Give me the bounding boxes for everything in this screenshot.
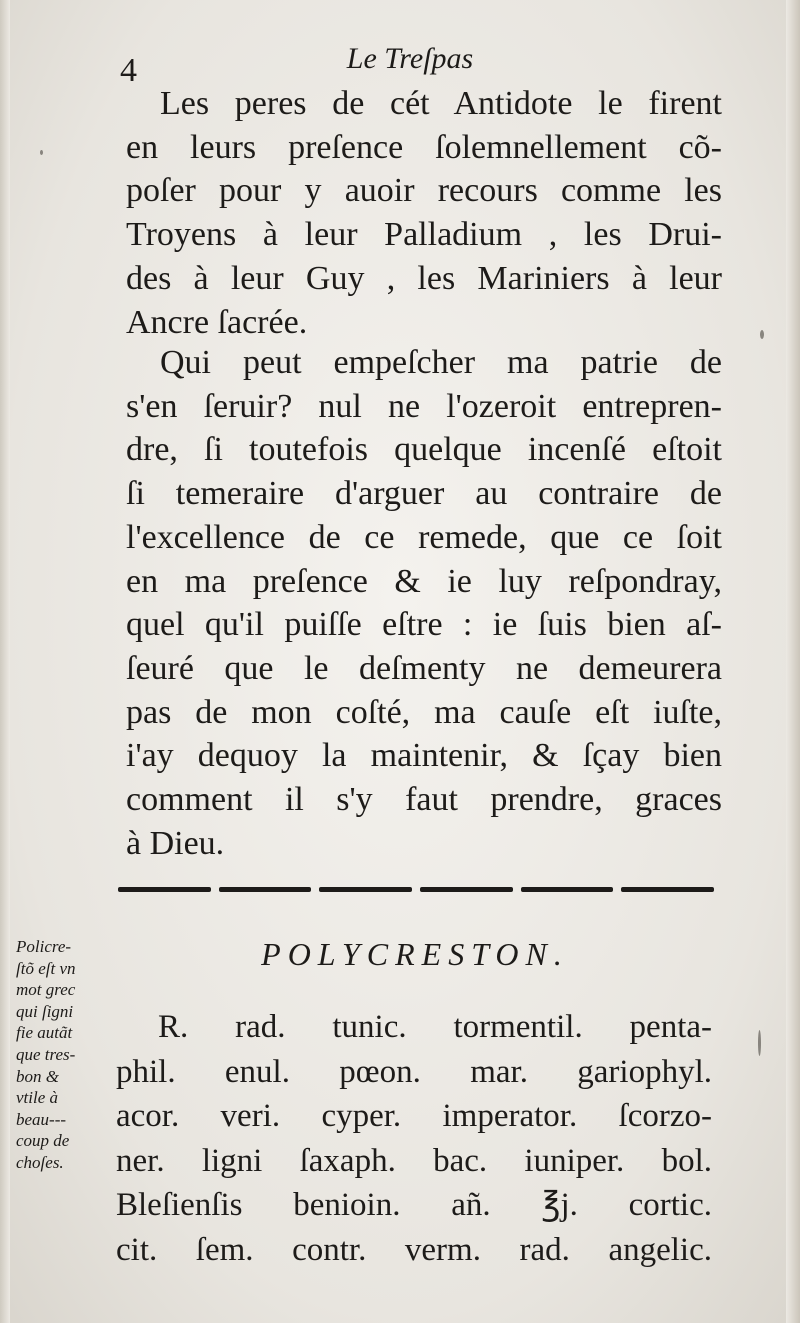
- page-right-edge: [786, 0, 800, 1323]
- text-line: en leurs preſence ſolemnellement cõ-: [126, 128, 722, 166]
- text-line: quel qu'il puiſſe eſtre : ie ſuis bien aſ-: [126, 606, 722, 644]
- ink-speck: [760, 330, 764, 339]
- recipe-line: R. rad. tunic. tormentil. penta-: [158, 1009, 712, 1045]
- text-line: à Dieu.: [126, 824, 225, 862]
- text-line: i'ay dequoy la maintenir, & ſçay bien: [126, 737, 722, 775]
- section-divider-rule: [118, 887, 714, 892]
- margin-note-line: bon &: [16, 1066, 59, 1086]
- recipe-line: acor. veri. cyper. imperator. ſcorzo-: [116, 1098, 712, 1134]
- page-left-edge: [0, 0, 10, 1323]
- text-line: ſeuré que le deſmenty ne demeurera: [126, 649, 722, 687]
- margin-note-line: vtile à: [16, 1088, 59, 1108]
- running-head: Le Treſpas: [346, 42, 474, 75]
- recipe-line: Bleſienſis benioin. añ. ℥j. cortic.: [116, 1187, 712, 1223]
- margin-note-line: mot grec: [16, 980, 76, 1000]
- margin-note-line: ſtõ eſt vn: [16, 958, 76, 978]
- margin-note-line: coup de: [16, 1131, 70, 1151]
- text-line: Ancre ſacrée.: [126, 303, 308, 341]
- text-line: Qui peut empeſcher ma patrie de: [160, 344, 722, 381]
- ink-speck: [758, 1030, 761, 1056]
- margin-note-line: choſes.: [16, 1152, 64, 1172]
- text-line: poſer pour y auoir recours comme les: [126, 172, 722, 210]
- margin-note-line: que tres-: [16, 1044, 76, 1064]
- margin-note-line: Policre-: [16, 937, 72, 956]
- text-line: Troyens à leur Palladium , les Drui-: [126, 216, 722, 254]
- page-number: 4: [120, 52, 137, 89]
- margin-note: [16, 936, 116, 1174]
- section-title: POLYCRESTON.: [261, 936, 569, 972]
- text-line: ſi temeraire d'arguer au contraire de: [126, 475, 722, 513]
- paragraph-2: [126, 341, 722, 865]
- text-line: dre, ſi toutefois quelque incenſé eſtoit: [126, 431, 722, 469]
- margin-note-line: fie autãt: [16, 1023, 73, 1043]
- recipe-line: ner. ligni ſaxaph. bac. iuniper. bol.: [116, 1142, 712, 1179]
- text-line: comment il s'y faut prendre, graces: [126, 781, 722, 819]
- text-line: pas de mon coſté, ma cauſe eſt iuſte,: [126, 693, 722, 731]
- text-line: des à leur Guy , les Mariniers à leur: [126, 259, 722, 297]
- recipe-text: [116, 1005, 712, 1272]
- ink-speck: [40, 150, 43, 155]
- margin-note-line: qui ſigni: [16, 1001, 74, 1021]
- text-line: s'en ſeruir? nul ne l'ozeroit entrepren-: [126, 387, 722, 425]
- recipe-line: cit. ſem. contr. verm. rad. angelic.: [116, 1231, 712, 1268]
- paragraph-1: [126, 82, 722, 344]
- text-line: Les peres de cét Antidote le firent: [160, 85, 722, 122]
- text-line: l'excellence de ce remede, que ce ſoit: [126, 518, 722, 556]
- text-line: en ma preſence & ie luy reſpondray,: [126, 562, 722, 600]
- recipe-line: phil. enul. pœon. mar. gariophyl.: [116, 1053, 712, 1090]
- margin-note-line: beau---: [16, 1109, 67, 1129]
